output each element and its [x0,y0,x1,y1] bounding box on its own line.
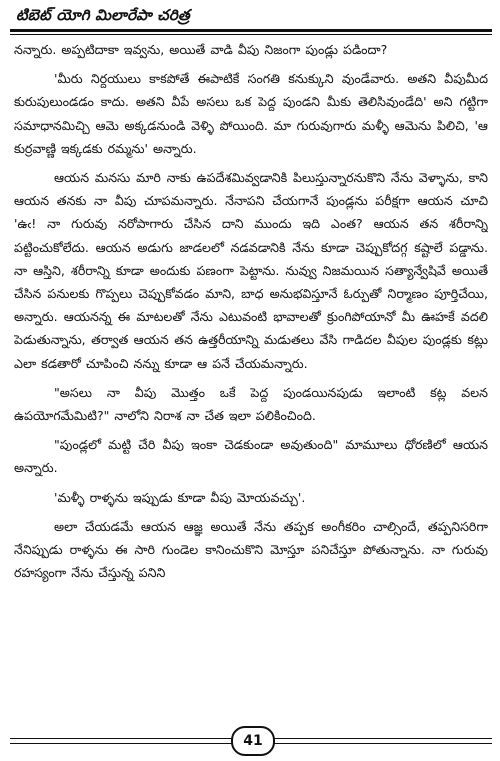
paragraph: "పుండ్లలో మట్టి చేరి వీపు ఇంకా చెడకుండా అవుతుంది" మామూలు ధోరణిలో ఆయన అన్నారు. [14,437,488,476]
paragraph: అలా చేయడమే ఆయన ఆజ్ఞ అయితే నేను తప్పక అంగీకరిం చాల్సిందే, తప్పనిసరిగా నేనిప్పుడు రాళ్ళను ఈ సారి గుండెల కానించుకొని మోస్తూ పనిచేస్తూ పోతున్నాను. నా గురువు రహస్యంగా నేను చేస్తున్న పనిని [14,518,488,581]
header-rule-thin [10,34,492,35]
paragraph: 'మళ్ళీ రాళ్ళను ఇప్పుడు కూడా వీపు మోయవచ్చు'. [54,489,306,505]
page-body [14,38,488,724]
paragraph-continuation: నన్నారు. అప్పటిదాకా ఇవ్వను, అయితే వాడి వీపు నిజంగా పుండ్లు పడిందా? [14,42,388,57]
running-header [10,4,492,32]
book-title: టిబెట్ యోగి మిలారేపా చరిత్ర [16,6,190,24]
header-rule [10,29,492,32]
paragraph: "అసలు నా వీపు మొత్తం ఒకే పెద్ద పుండయినపుడు ఇలాంటి కట్ల వలన ఉపయోగమేమిటి?" నాలోని నిరాశ నా చేత ఇలా పలికించింది. [14,384,488,424]
paragraph: 'మీరు నిర్దయులు కాకపోతే ఈపాటికే సంగతి కనుక్కుని వుండేవారు. అతని వీపుమీద కురుపులుండడం కాదు. అతని వీపే అసలు ఒక పెద్ద పుండని మీకు తెలిసివుండేది' అని గట్టిగా సమాధానమిచ్చి ఆమె అక్కడనుండి వెళ్ళి పోయింది. మా గురువుగారు మళ్ళీ ఆమెను పిలిచి, 'ఆ కుర్రవాణ్ణి ఇక్కడకు రమ్మను' అన్నారు. [14,71,488,156]
page-footer [10,726,492,756]
page-number: 41 [231,726,275,756]
paragraph: ఆయన మనసు మారి నాకు ఉపదేశమివ్వడానికి పిలుస్తున్నారనుకొని నేను వెళ్ళాను, కాని ఆయన తనకు నా వీపు చూపమన్నారు. నేనాపని చేయగానే పుండ్లను పరీక్షగా ఆయన చూచి 'ఉఁ! నా గురువు నరోపాగారు చేసిన దాని ముందు ఇది ఎంత? ఆయన తన శరీరాన్ని పట్టించుకోలేదు. ఆయన అడుగు జాడలలో నడవడానికి నేను కూడా చెప్పుకోదగ్గ కష్టాలే పడ్డాను. నా ఆస్తిని, శరీరాన్ని కూడా అందుకు పణంగా పెట్టాను. నువ్వు నిజమయిన సత్యాన్వేషివే అయితే చేసిన పనులకు గొప్పలు చెప్పుకోవడం మాని, బాధ అనుభవిస్తూనే ఓర్పుతో నిర్మాణం పూర్తిచేయి, అన్నారు. ఆయనన్న ఈ మాటలతో నేను ఎటువంటి భావాలతో క్రుంగిపోయానో మీ ఊహకే వదలి పెడుతున్నాను, తర్వాత ఆయన తన ఉత్తరీయాన్ని మడుతలు వేసి గాడిదల వీపుల పుండ్లకు కట్లు ఎలా కడతారో చూపించి నన్ను కూడా ఆ పనే చేయమన్నారు. [14,170,488,371]
